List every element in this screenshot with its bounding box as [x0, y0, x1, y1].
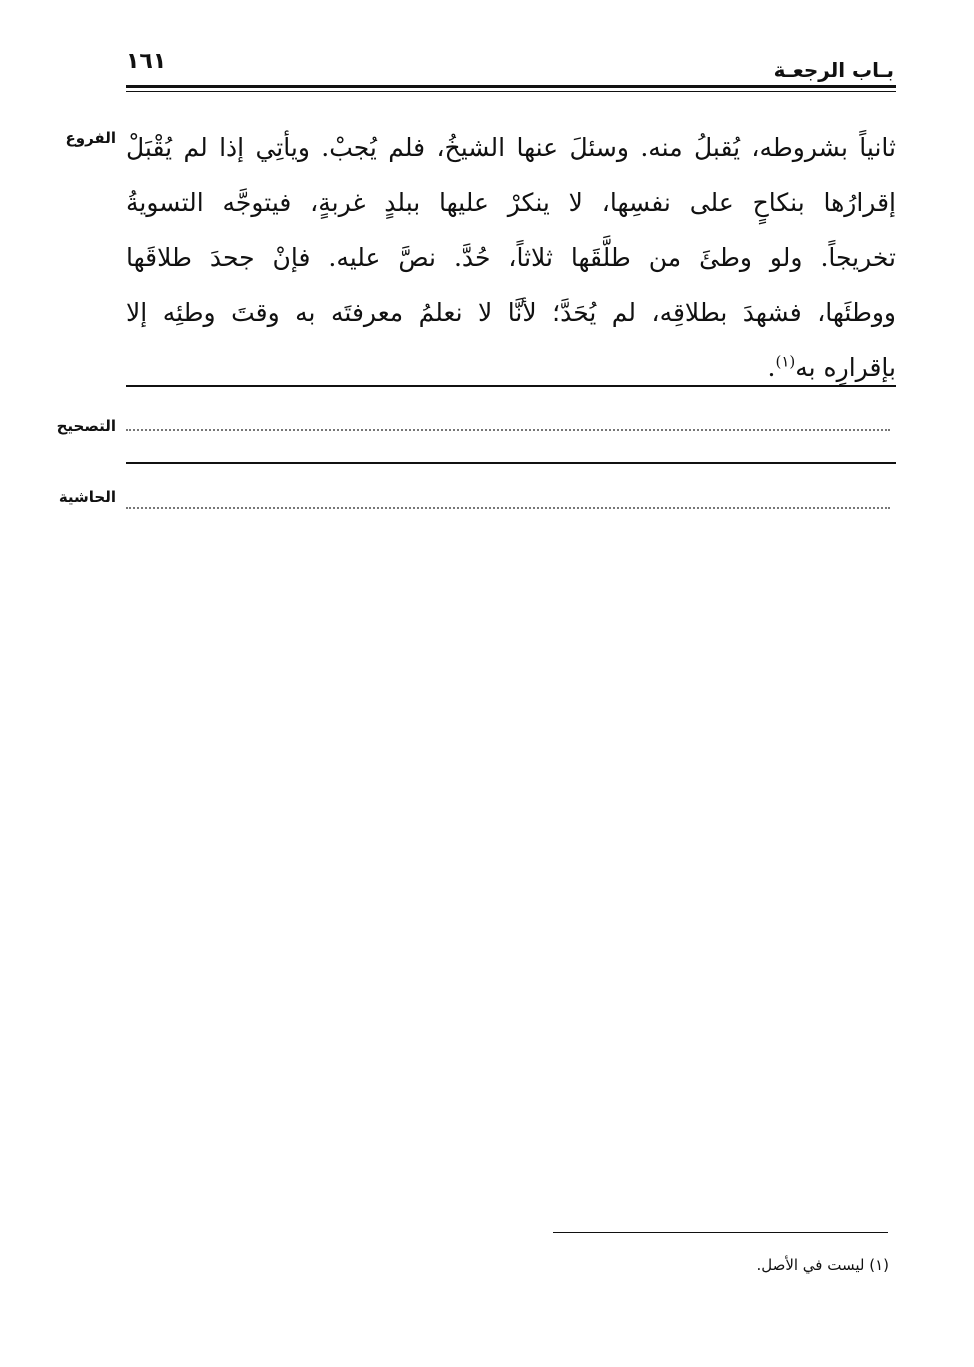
section-divider-top	[126, 385, 896, 387]
text-line: ووطئَها، فشهدَ بطلاقِه، لم يُحَدَّ؛ لأنَّا لا نعلمُ معرفتَه به وقتَ وطئِه إلا	[126, 298, 896, 327]
section-divider-middle	[126, 462, 896, 464]
footnote-reference: (١)	[775, 352, 796, 371]
margin-label-hashiya: الحاشية	[58, 488, 116, 506]
header-rule-thin	[126, 91, 896, 92]
text-line: ثانياً بشروطه، يُقبلُ منه. وسئلَ عنها الشيخُ، فلم يُجبْ. ويأتِي إذا لم يُقْبَلْ	[126, 133, 896, 162]
last-line-text: بإقرارِه به	[795, 353, 896, 382]
text-line: تخريجاً. ولو وطئَ من طلَّقَها ثلاثاً، حُدَّ. نصَّ عليه. فإنْ جحدَ طلاقَها	[126, 243, 896, 272]
main-text-block	[126, 120, 896, 395]
margin-label-furu: الفروع	[65, 129, 116, 147]
footnote-text: (١) ليست في الأصل.	[756, 1256, 889, 1274]
tashih-dotted-field	[126, 429, 890, 431]
running-head: بـاب الرجعـة	[773, 58, 894, 82]
footnote-rule	[553, 1232, 888, 1233]
text-line: إقرارُها بنكاحٍ على نفسِها، لا ينكرْ عليها ببلدٍ غربةٍ، فيتوجَّه التسويةُ	[126, 188, 896, 217]
page-number: ١٦١	[126, 49, 167, 74]
hashiya-dotted-field	[126, 507, 890, 509]
last-line-end: .	[767, 353, 776, 382]
header-rule-thick	[126, 85, 896, 88]
margin-label-tashih: التصحيح	[56, 417, 116, 435]
